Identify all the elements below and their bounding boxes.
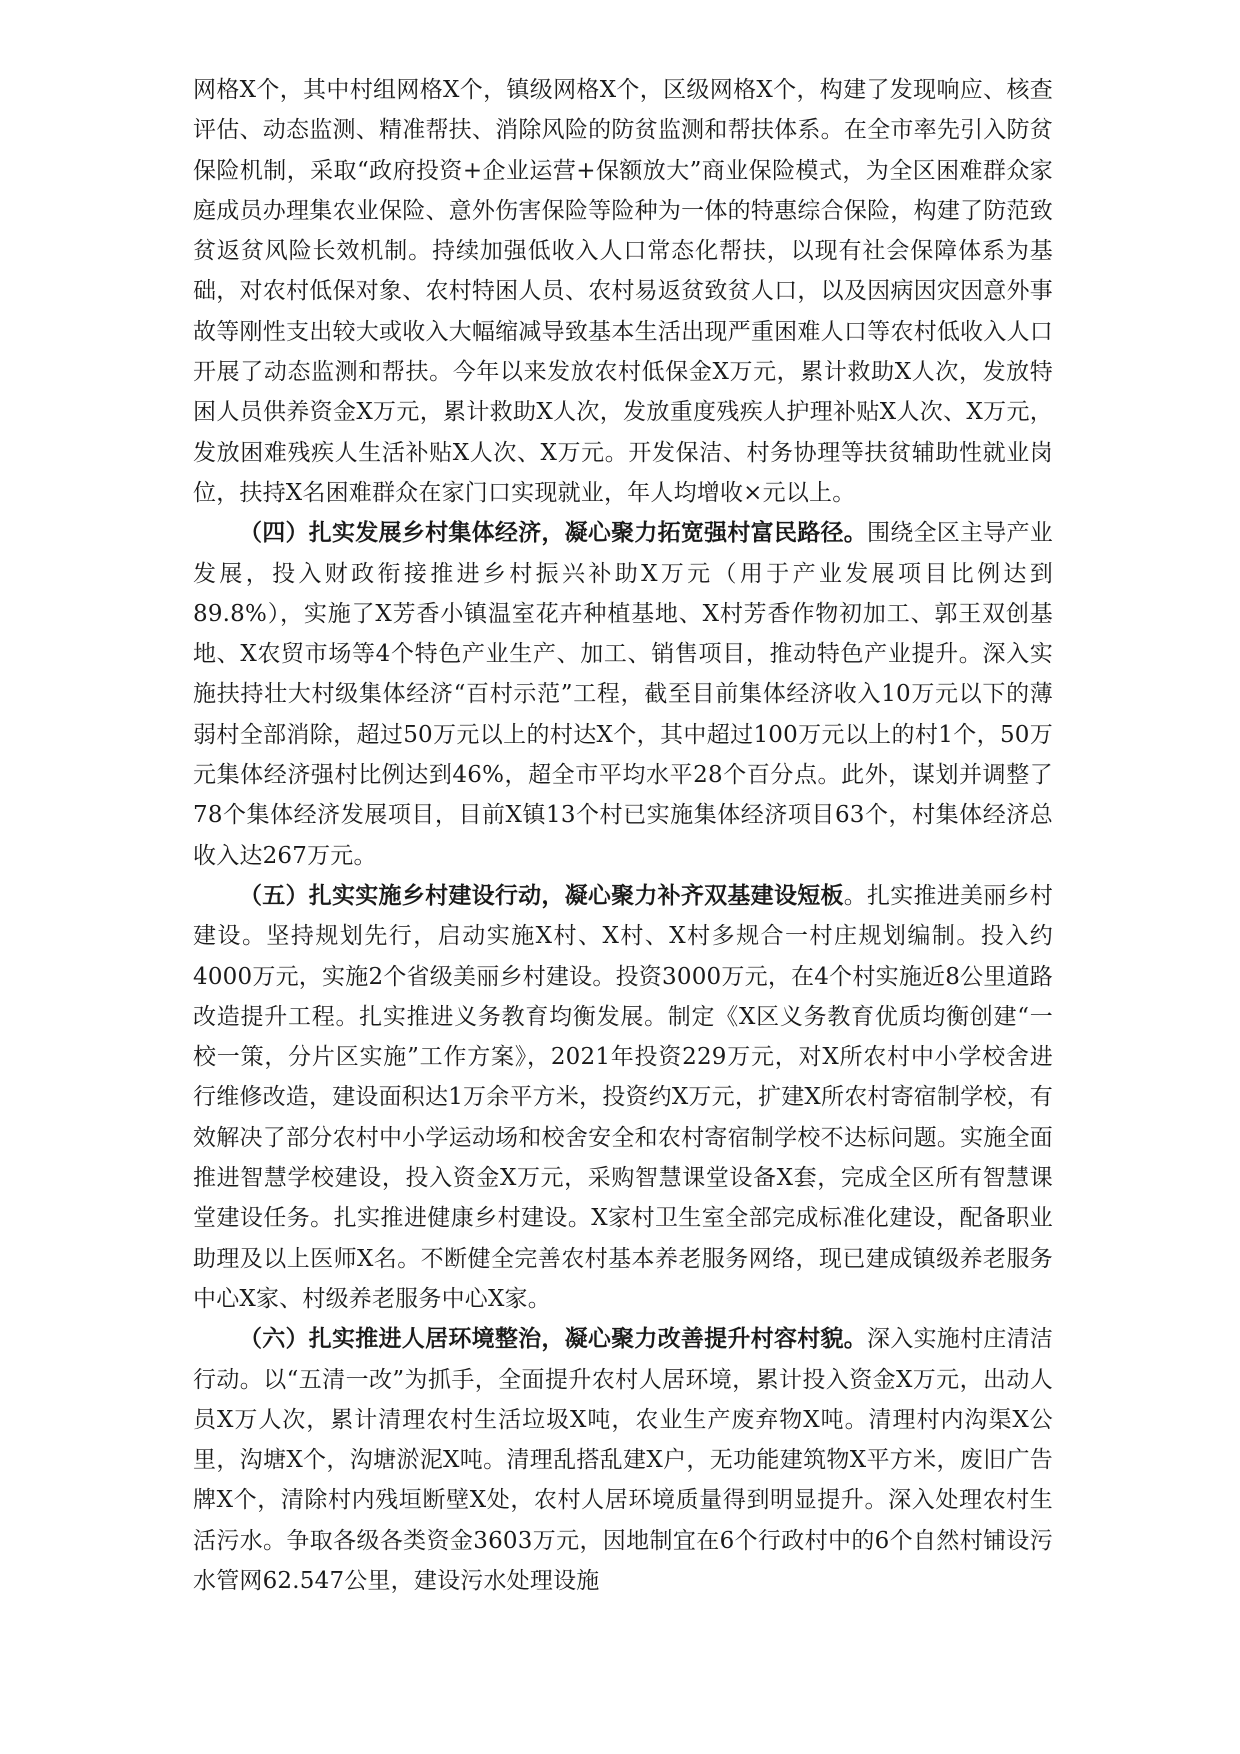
paragraph-text: 深入实施村庄清洁行动。以“五清一改”为抓手，全面提升农村人居环境，累计投入资金Ⅹ万元，出动人员Ⅹ万人次，累计清理农村生活垃圾Ⅹ吨，农业生产废弃物Ⅹ吨。清理村内沟渠Ⅹ公里，沟塘Ⅹ个，沟塘淤泥Ⅹ吨。清理乱搭乱建Ⅹ户，无功能建筑物Ⅹ平方米，废旧广告牌Ⅹ个，清除村内残垣断壁Ⅹ处，农村人居环境质量得到明显提升。深入处理农村生活污水。争取各级各类资金3603万元，因地制宜在6个行政村中的6个自然村铺设污水管网62.547公里，建设污水处理设施 <box>193 1326 1053 1594</box>
section-heading: （四）扎实发展乡村集体经济，凝心聚力拓宽强村富民路径。 <box>239 519 867 547</box>
paragraph-text: 围绕全区主导产业发展，投入财政衔接推进乡村振兴补助Ⅹ万元（用于产业发展项目比例达到89.8%），实施了Ⅹ芳香小镇温室花卉种植基地、Ⅹ村芳香作物初加工、郭王双创基地、Ⅹ农贸市场等4个特色产业生产、加工、销售项目，推动特色产业提升。深入实施扶持壮大村级集体经济“百村示范”工程，截至目前集体经济收入10万元以下的薄弱村全部消除，超过50万元以上的村达Ⅹ个，其中超过100万元以上的村1个，50万元集体经济强村比例达到46%，超全市平均水平28个百分点。此外，谋划并调整了78个集体经济发展项目，目前Ⅹ镇13个村已实施集体经济项目63个，村集体经济总收入达267万元。 <box>193 520 1053 869</box>
section-heading: （六）扎实推进人居环境整治，凝心聚力改善提升村容村貌。 <box>239 1325 867 1353</box>
paragraph-living-environment <box>193 1319 1053 1601</box>
paragraph-text: 网格Ⅹ个，其中村组网格Ⅹ个，镇级网格Ⅹ个，区级网格Ⅹ个，构建了发现响应、核查评估、动态监测、精准帮扶、消除风险的防贫监测和帮扶体系。在全市率先引入防贫保险机制，采取“政府投资+企业运营+保额放大”商业保险模式，为全区困难群众家庭成员办理集农业保险、意外伤害保险等险种为一体的特惠综合保险，构建了防范致贫返贫风险长效机制。持续加强低收入人口常态化帮扶，以现有社会保障体系为基础，对农村低保对象、农村特困人员、农村易返贫致贫人口，以及因病因灾因意外事故等刚性支出较大或收入大幅缩减导致基本生活出现严重困难人口等农村低收入人口开展了动态监测和帮扶。今年以来发放农村低保金Ⅹ万元，累计救助Ⅹ人次，发放特困人员供养资金Ⅹ万元，累计救助Ⅹ人次，发放重度残疾人护理补贴Ⅹ人次、Ⅹ万元，发放困难残疾人生活补贴Ⅹ人次、Ⅹ万元。开发保洁、村务协理等扶贫辅助性就业岗位，扶持Ⅹ名困难群众在家门口实现就业，年人均增收×元以上。 <box>193 77 1053 506</box>
paragraph-text: 。扎实推进美丽乡村建设。坚持规划先行，启动实施Ⅹ村、Ⅹ村、Ⅹ村多规合一村庄规划编制。投入约4000万元，实施2个省级美丽乡村建设。投资3000万元，在4个村实施近8公里道路改造提升工程。扎实推进义务教育均衡发展。制定《Ⅹ区义务教育优质均衡创建“一校一策，分片区实施”工作方案》，2021年投资229万元，对Ⅹ所农村中小学校舍进行维修改造，建设面积达1万余平方米，投资约Ⅹ万元，扩建Ⅹ所农村寄宿制学校，有效解决了部分农村中小学运动场和校舍安全和农村寄宿制学校不达标问题。实施全面推进智慧学校建设，投入资金Ⅹ万元，采购智慧课堂设备Ⅹ套，完成全区所有智慧课堂建设任务。扎实推进健康乡村建设。Ⅹ家村卫生室全部完成标准化建设，配备职业助理及以上医师Ⅹ名。不断健全完善农村基本养老服务网络，现已建成镇级养老服务中心Ⅹ家、村级养老服务中心Ⅹ家。 <box>193 882 1053 1312</box>
document-page <box>193 70 1053 1601</box>
paragraph-rural-construction <box>193 876 1053 1319</box>
section-heading: （五）扎实实施乡村建设行动，凝心聚力补齐双基建设短板 <box>239 881 844 909</box>
paragraph-poverty-monitoring <box>193 70 1053 513</box>
paragraph-collective-economy <box>193 513 1053 876</box>
